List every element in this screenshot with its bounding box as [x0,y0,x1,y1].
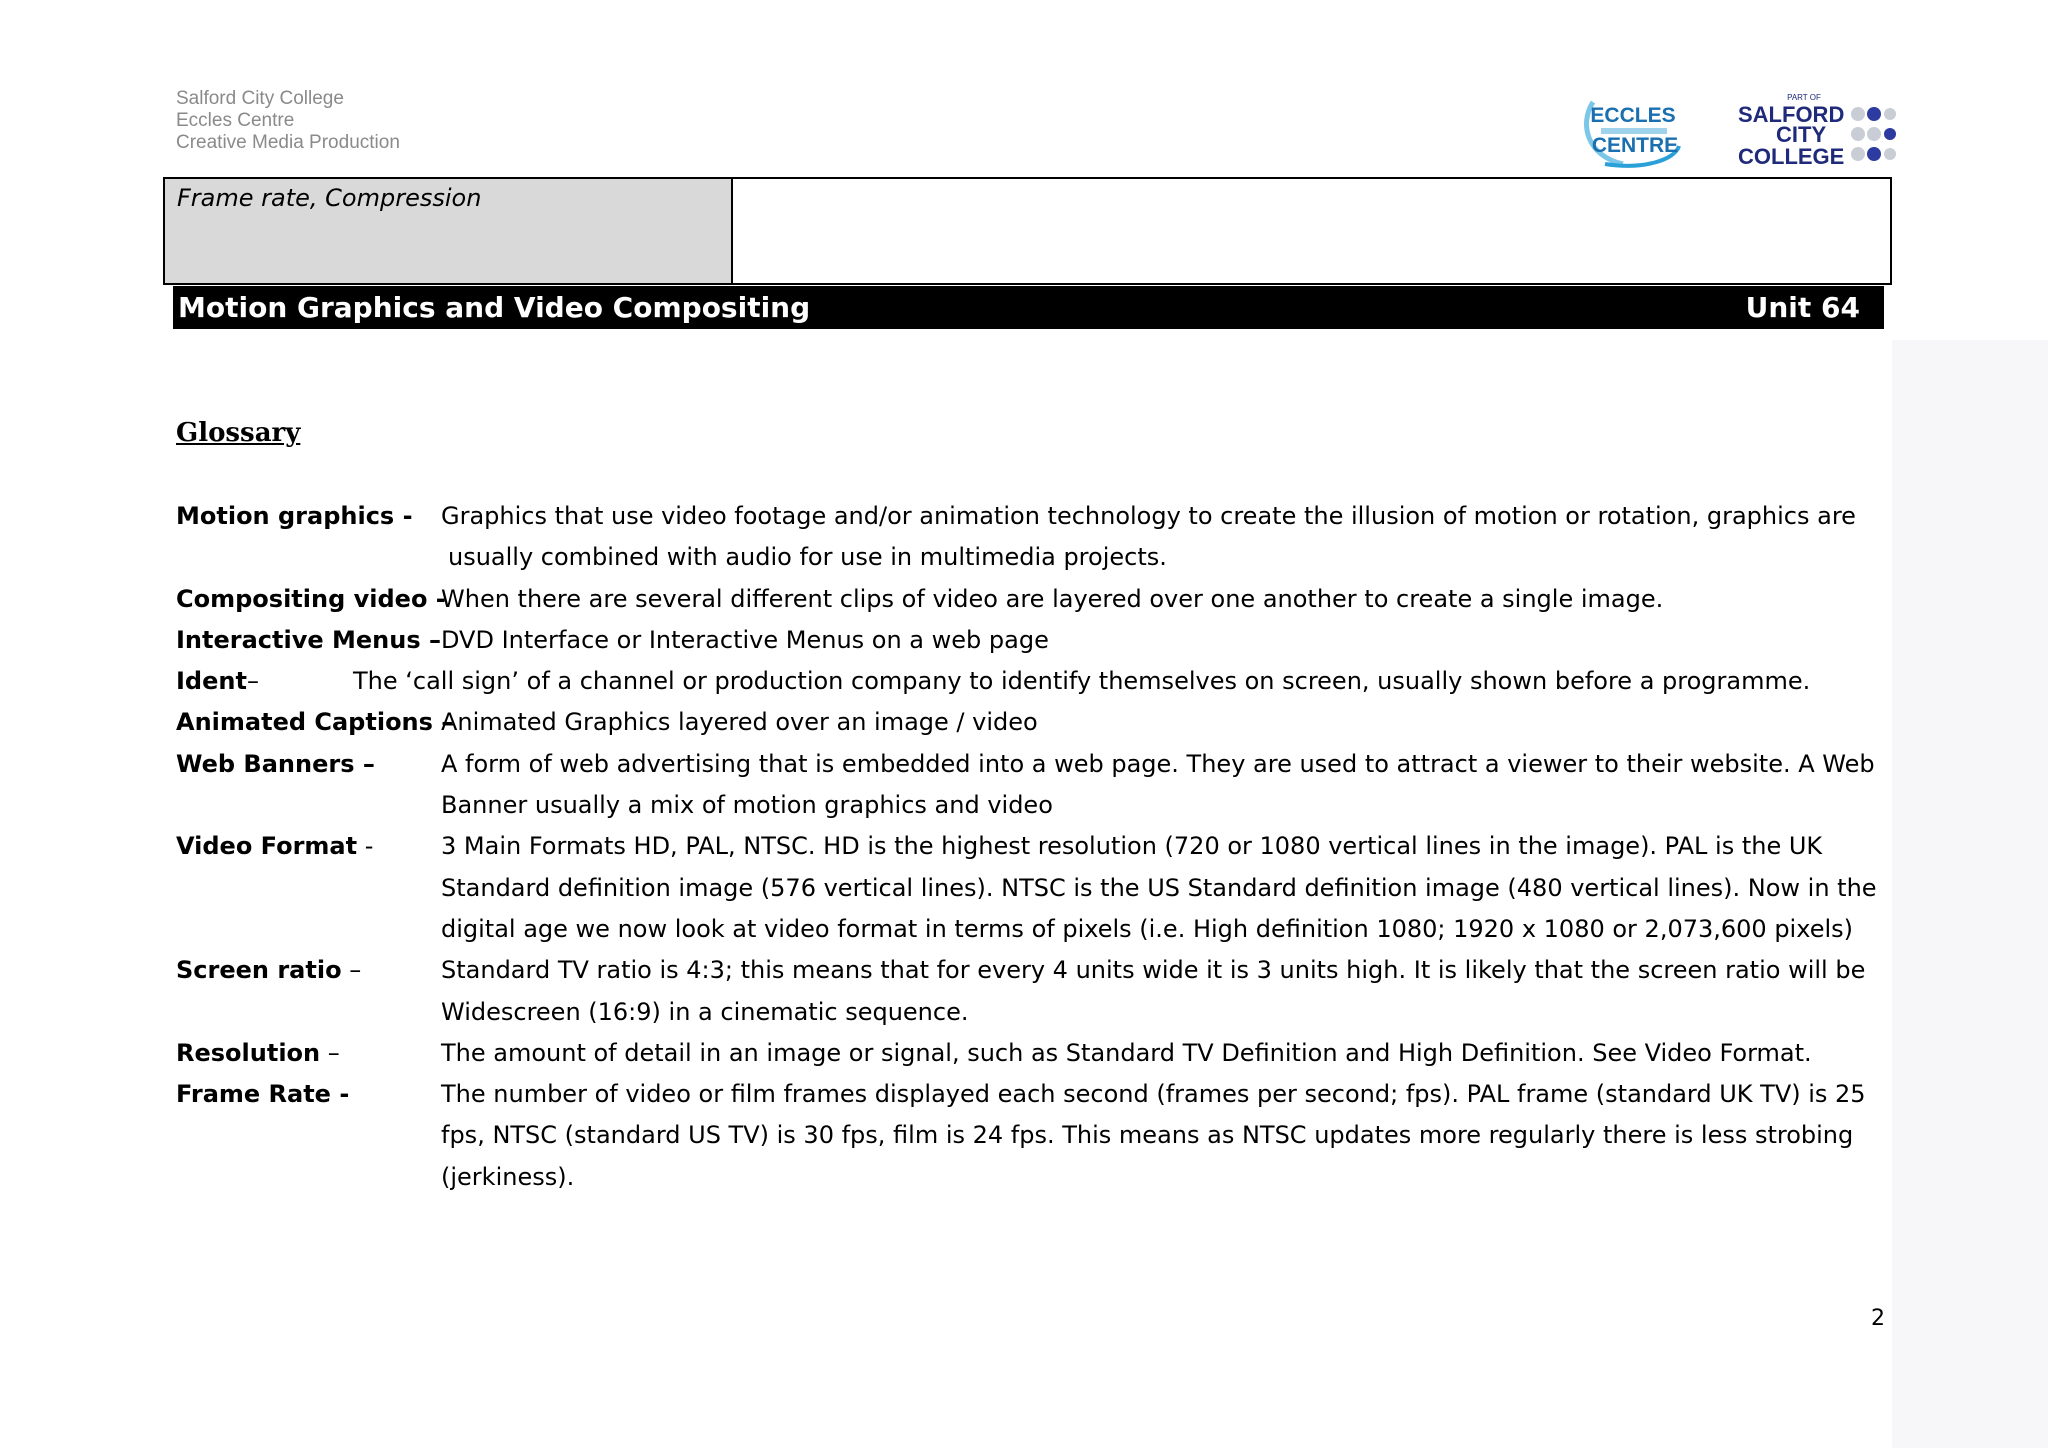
glossary-entry-resolution [176,1033,1876,1074]
glossary-definition: The number of video or film frames displayed each second (frames per second; fps). PAL frame (standard UK TV) is 25 [441,1080,1866,1109]
glossary-list [176,496,1876,1198]
term-dash: – [246,667,259,696]
institution-college: Salford City College [176,88,344,109]
glossary-definition: fps, NTSC (standard US TV) is 30 fps, film is 24 fps. This means as NTSC updates more regularly there is less strobing [441,1121,1854,1150]
empty-cell [733,179,1890,283]
institution-centre: Eccles Centre [176,110,295,131]
glossary-definition: Graphics that use video footage and/or animation technology to create the illusion of motion or rotation, graphics are [441,502,1856,530]
glossary-definition: (jerkiness). [441,1162,575,1191]
salford-city-college-logo [1736,92,1896,168]
glossary-heading: Glossary [176,418,301,448]
glossary-entry-interactive-menus [176,620,1876,661]
glossary-term: Animated Captions – [176,708,454,737]
glossary-term: Resolution [176,1038,321,1067]
glossary-definition: Animated Graphics layered over an image / video [441,708,1038,737]
unit-banner [173,286,1884,329]
svg-text:PART OF: PART OF [1787,93,1821,102]
svg-text:SALFORD: SALFORD [1738,102,1845,127]
term-dash: – [320,1038,340,1067]
glossary-entry-video-format [176,826,1876,867]
term-dash: - [357,832,374,861]
glossary-definition: digital age we now look at video format in terms of pixels (i.e. High definition 1080; 1920 x 1080 or 2,073,600 pixels) [441,914,1853,943]
unit-number: Unit 64 [1745,291,1860,324]
eccles-centre-logo [1583,94,1683,168]
svg-text:COLLEGE: COLLEGE [1738,144,1845,168]
institution-course: Creative Media Production [176,132,400,153]
page-number: 2 [1871,1306,1885,1331]
glossary-entry-web-banners [176,744,1876,785]
glossary-definition: usually combined with audio for use in multimedia projects. [448,543,1167,572]
glossary-term: Video Format [176,832,358,861]
page-margin-shade [1892,340,2048,1448]
glossary-definition: Standard definition image (576 vertical lines). NTSC is the US Standard definition image (480 vertical lines). Now in the [441,873,1877,902]
glossary-entry-motion-graphics [176,496,1876,537]
glossary-definition: Widescreen (16:9) in a cinematic sequence. [441,997,969,1026]
glossary-definition: The amount of detail in an image or signal, such as Standard TV Definition and High Definition. See Video Format. [441,1038,1812,1067]
svg-text:CENTRE: CENTRE [1591,134,1679,157]
glossary-term: Frame Rate - [176,1080,350,1109]
svg-text:ECCLES: ECCLES [1590,104,1676,127]
glossary-entry-compositing-video [176,579,1876,620]
unit-title: Motion Graphics and Video Compositing [178,291,811,324]
glossary-entry-animated-captions [176,702,1876,743]
glossary-definition: DVD Interface or Interactive Menus on a web page [441,625,1049,654]
glossary-definition: A form of web advertising that is embedded into a web page. They are used to attract a viewer to their website. A Web [441,749,1875,778]
glossary-definition: The ‘call sign’ of a channel or production company to identify themselves on screen, usually shown before a programme. [353,667,1811,696]
glossary-definition: 3 Main Formats HD, PAL, NTSC. HD is the highest resolution (720 or 1080 vertical lines in the image). PAL is the UK [441,832,1823,861]
glossary-definition: Banner usually a mix of motion graphics and video [441,791,1053,820]
glossary-entry-ident [176,661,1876,702]
header-table [163,177,1892,285]
glossary-definition: When there are several different clips of video are layered over one another to create a single image. [441,584,1664,613]
glossary-term: Compositing video - [176,584,446,613]
institution-block [176,88,400,154]
glossary-term: Web Banners – [176,749,375,778]
glossary-entry-frame-rate [176,1074,1876,1115]
glossary-definition: Standard TV ratio is 4:3; this means that for every 4 units wide it is 3 units high. It is likely that the screen ratio will be [441,956,1866,985]
term-dash: – [341,956,362,985]
glossary-term: Interactive Menus – [176,625,441,654]
glossary-term: Screen ratio [176,956,342,985]
glossary-term: Motion graphics - [176,502,413,530]
glossary-entry-screen-ratio [176,950,1876,991]
glossary-term: Ident [176,667,247,696]
svg-text:CITY: CITY [1776,122,1827,147]
topics-cell: Frame rate, Compression [165,179,733,283]
